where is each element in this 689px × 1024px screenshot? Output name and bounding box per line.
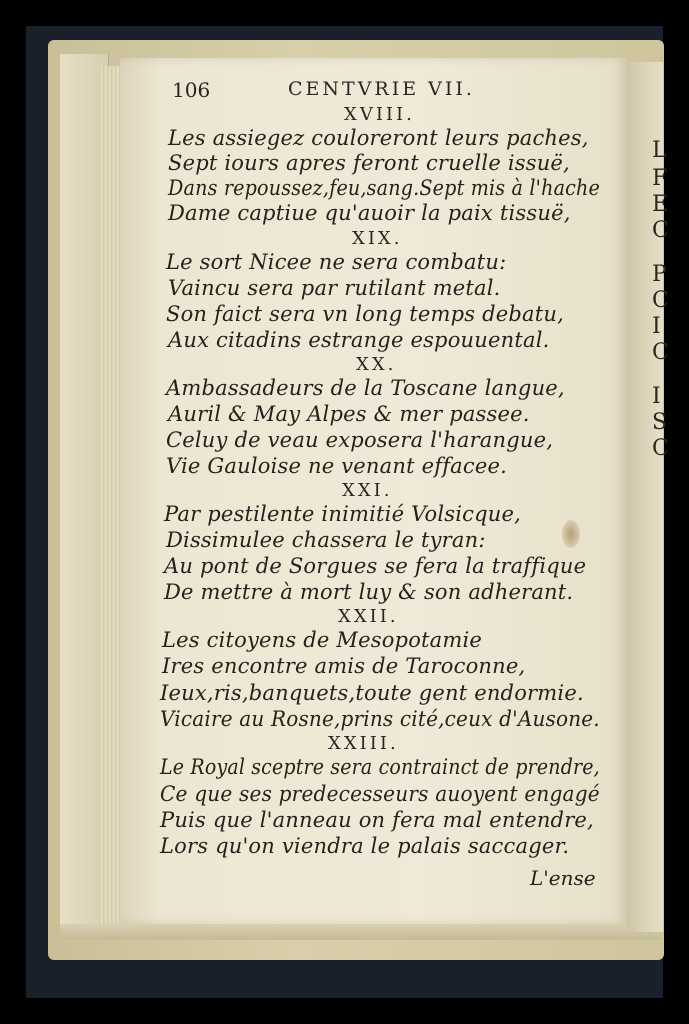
- facing-page-letter: C: [652, 218, 669, 243]
- running-head: CENTVRIE VII.: [288, 78, 475, 100]
- facing-page-letter: C: [652, 436, 669, 461]
- facing-page-letter: P: [652, 262, 667, 287]
- verse-line: Dissimulee chassera le tyran:: [166, 528, 486, 552]
- catchword: L'ense: [530, 866, 596, 890]
- verse-line: Au pont de Sorgues se fera la traffique: [164, 554, 587, 578]
- facing-page-letter: S: [652, 410, 668, 435]
- facing-page-letter: E: [652, 192, 669, 217]
- verse-line: Aux citadins estrange espouuental.: [168, 328, 550, 352]
- verse-line: Ambassadeurs de la Toscane langue,: [166, 376, 565, 400]
- quatrain-number: XXI.: [342, 480, 393, 501]
- verse-line: Vie Gauloise ne venant effacee.: [166, 454, 507, 478]
- verse-line: Lors qu'on viendra le palais saccager.: [160, 834, 570, 858]
- verse-line: Son faict sera vn long temps debatu,: [166, 302, 564, 326]
- verse-line: Celuy de veau exposera l'harangue,: [166, 428, 554, 452]
- facing-page-letter: C: [652, 340, 669, 365]
- quatrain-number: XXII.: [338, 606, 399, 627]
- verse-line: Vaincu sera par rutilant metal.: [168, 276, 501, 300]
- verse-line: Ires encontre amis de Taroconne,: [162, 654, 526, 678]
- verse-line: Sept iours apres feront cruelle issuë,: [168, 151, 570, 175]
- quatrain-number: XXIII.: [328, 733, 399, 754]
- facing-page-letter: F: [652, 166, 668, 191]
- verse-line: De mettre à mort luy & son adherant.: [164, 580, 574, 604]
- verse-line: Dans repoussez,feu,sang.Sept mis à l'hache: [168, 176, 601, 200]
- facing-page-letter: C: [652, 288, 669, 313]
- verse-line: Les citoyens de Mesopotamie: [162, 628, 483, 652]
- facing-page-letter: I: [652, 384, 661, 409]
- verse-line: Le Royal sceptre sera contrainct de prendre,: [160, 755, 600, 779]
- quatrain-number: XVIII.: [344, 104, 415, 125]
- page-number: 106: [172, 78, 211, 102]
- verse-line: Dame captiue qu'auoir la paix tissuë,: [168, 201, 571, 225]
- verse-line: Le sort Nicee ne sera combatu:: [166, 250, 507, 274]
- verse-line: Vicaire au Rosne,prins cité,ceux d'Ausone.: [160, 707, 600, 731]
- verse-line: Ieux,ris,banquets,toute gent endormie.: [160, 681, 584, 705]
- facing-page-letter: L: [652, 138, 667, 163]
- facing-page-letter: I: [652, 314, 661, 339]
- verse-line: Par pestilente inimitié Volsicque,: [164, 502, 522, 526]
- verse-line: Puis que l'anneau on fera mal entendre,: [160, 808, 594, 832]
- quatrain-number: XX.: [356, 354, 397, 375]
- verse-line: Auril & May Alpes & mer passee.: [168, 402, 530, 426]
- quatrain-number: XIX.: [352, 228, 403, 249]
- verse-line: Ce que ses predecesseurs auoyent engagé: [160, 782, 600, 806]
- verse-line: Les assiegez couloreront leurs paches,: [168, 126, 589, 150]
